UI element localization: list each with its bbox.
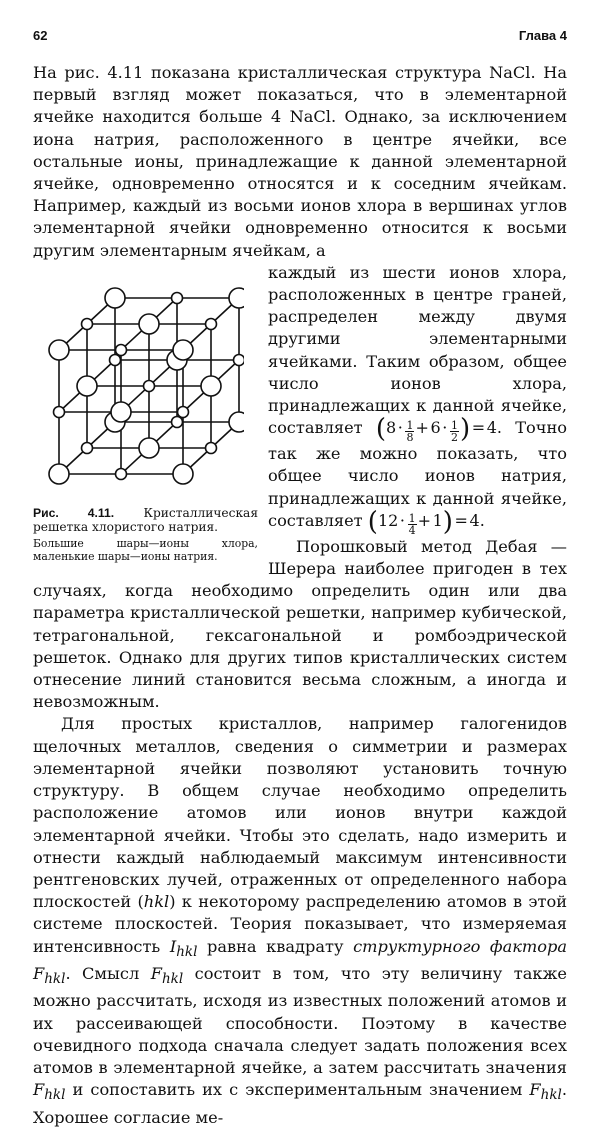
f-symbol-1 <box>33 963 66 988</box>
hkl-term: hkl <box>143 892 170 912</box>
i-sub: hkl <box>176 943 198 960</box>
f2-sub: hkl <box>161 971 184 988</box>
f3-sub: hkl <box>44 1087 66 1104</box>
sodium-ion <box>116 344 127 355</box>
page-number: 62 <box>33 28 48 43</box>
figure-title: Кристаллическая решетка хлористого натрия. <box>33 505 259 535</box>
body-text <box>33 62 567 1129</box>
f1-b: 6 <box>430 418 441 438</box>
figure-legend: Большие шары—ионы хлора, маленькие шары—ионы натрия. <box>33 536 258 563</box>
p3-d: . Смысл <box>65 963 140 983</box>
sodium-ion <box>234 354 245 365</box>
after-f1-text: Точно так же можно показать, что общее число ионов натрия, принадлежащих к данной ячейке, составляет <box>268 418 567 530</box>
wrap-text: каждый из шести ионов хлора, расположенных в центре граней, распределен между двумя другими элементарными ячейками. Таким образом, общее число ионов хлора, принадлежащих к данной ячейке, составляет <box>268 262 567 438</box>
p3-g: . Хорошее согласие ме- <box>33 1080 567 1127</box>
sodium-ion <box>172 292 183 303</box>
sodium-ion <box>116 468 127 479</box>
p3-b: ) к некоторому распределению атомов в этой системе плоскостей. Теория показывает, что измеряемая интенсивность <box>33 892 567 956</box>
chlorine-ion <box>139 438 159 458</box>
f2-a: 12 <box>377 510 399 530</box>
sodium-ion <box>110 354 121 365</box>
i-letter: I <box>169 936 177 956</box>
f2-den: 2 <box>450 431 458 445</box>
sodium-ion <box>206 442 217 453</box>
structure-factor-term: структурного фактора <box>353 936 568 956</box>
f2n: 1 <box>408 511 416 525</box>
f2-result: 4 <box>469 510 480 530</box>
paragraph-2-text: Порошковый метод Дебая — Шерера наиболее пригоден в тех случаях, когда необходимо определить один или два параметра кристаллической решетки, например кубической, тетрагональной, гексагональной и ромбоэдрической решеток. Однако для других типов кристаллических систем отнесение линий становится весьма сложным, а иногда и невозможным. <box>33 536 567 712</box>
frac-3 <box>408 513 417 536</box>
sodium-ion <box>82 442 93 453</box>
chlorine-ion <box>173 340 193 360</box>
chlorine-ion <box>229 288 244 308</box>
f1-result: 4 <box>486 418 497 438</box>
f-symbol-2 <box>150 963 184 988</box>
sodium-ion <box>82 318 93 329</box>
chlorine-ion <box>201 376 221 396</box>
f4-sub: hkl <box>540 1087 562 1104</box>
f1-den: 8 <box>406 431 414 445</box>
chlorine-ion <box>49 340 69 360</box>
page-header <box>33 28 567 46</box>
nacl-lattice-illustration <box>39 264 244 504</box>
formula-chlorine: (8 · $\frac{1}{8}$ + 6 · $\frac{1}{2}$ ) = 4. <box>375 414 502 445</box>
paragraph-1-text: На рис. 4.11 показана кристаллическая структура NaCl. На первый взгляд может показаться, что в элементарной ячейке находится больше 4 NaCl. Однако, за исключением иона натрия, расположенного в центре ячейки, все остальные ионы, принадлежащие к данной элементарной ячейке, одновременно относятся и к соседним ячейкам. Например, каждый из восьми ионов хлора в вершинах углов элементарной ячейки одновременно относится к восьми другим элементарным ячейкам, а <box>33 63 567 260</box>
p3-c: равна квадрату <box>207 936 344 956</box>
frac-2 <box>450 420 459 443</box>
figure-label: Рис. 4.11. <box>33 505 115 520</box>
f4-letter: F <box>529 1080 541 1100</box>
chapter-title: Глава 4 <box>518 28 567 43</box>
f2-letter: F <box>150 963 162 983</box>
sodium-ion <box>144 380 155 391</box>
f3-letter: F <box>33 1080 45 1100</box>
f1-sub: hkl <box>44 971 66 988</box>
f-symbol-3 <box>33 1080 66 1104</box>
chlorine-ion <box>229 412 244 432</box>
formula-sodium: (12 · $\frac{1}{4}$ + 1) = 4. <box>367 506 485 537</box>
chlorine-ion <box>173 464 193 484</box>
f1-a: 8 <box>386 418 397 438</box>
f2-num: 1 <box>450 419 458 433</box>
p3-a: Для простых кристаллов, например галогенидов щелочных металлов, сведения о симметрии и размерах элементарной ячейки позволяют установить точную структуру. В общем случае необходимо определить расположение атомов или ионов внутри каждой элементарной ячейки. Чтобы это сделать, надо измерить и отнести каждый наблюдаемый максимум интенсивности рентгеновских лучей, отраженных от определенного набора плоскостей ( <box>33 714 567 912</box>
f2-b: 1 <box>432 510 443 530</box>
f1-letter: F <box>33 963 45 983</box>
chlorine-ion <box>49 464 69 484</box>
p3-e: состоит в том, что эту величину также можно рассчитать, исходя из известных положений атомов и их рассеивающей способности. Поэтому в качестве очевидного подхода сначала следует задать положения всех атомов в элементарной ячейке, а затем рассчитать значения <box>33 963 567 1077</box>
sodium-ion <box>54 406 65 417</box>
chlorine-ion <box>105 288 125 308</box>
sodium-ion <box>172 416 183 427</box>
frac-1 <box>405 420 414 443</box>
paragraph-1 <box>33 62 567 262</box>
f2d: 4 <box>408 523 416 537</box>
chlorine-ion <box>77 376 97 396</box>
p3-f: и сопоставить их с экспериментальным значением <box>72 1080 523 1100</box>
figure-caption <box>33 506 258 535</box>
figure-4-11 <box>33 264 258 563</box>
chlorine-ion <box>139 314 159 334</box>
chlorine-ion <box>111 402 131 422</box>
sodium-ion <box>178 406 189 417</box>
paragraph-3 <box>33 713 567 1128</box>
f1-num: 1 <box>406 419 414 433</box>
intensity-symbol <box>169 936 198 960</box>
sodium-ion <box>206 318 217 329</box>
f-symbol-4 <box>529 1080 562 1104</box>
